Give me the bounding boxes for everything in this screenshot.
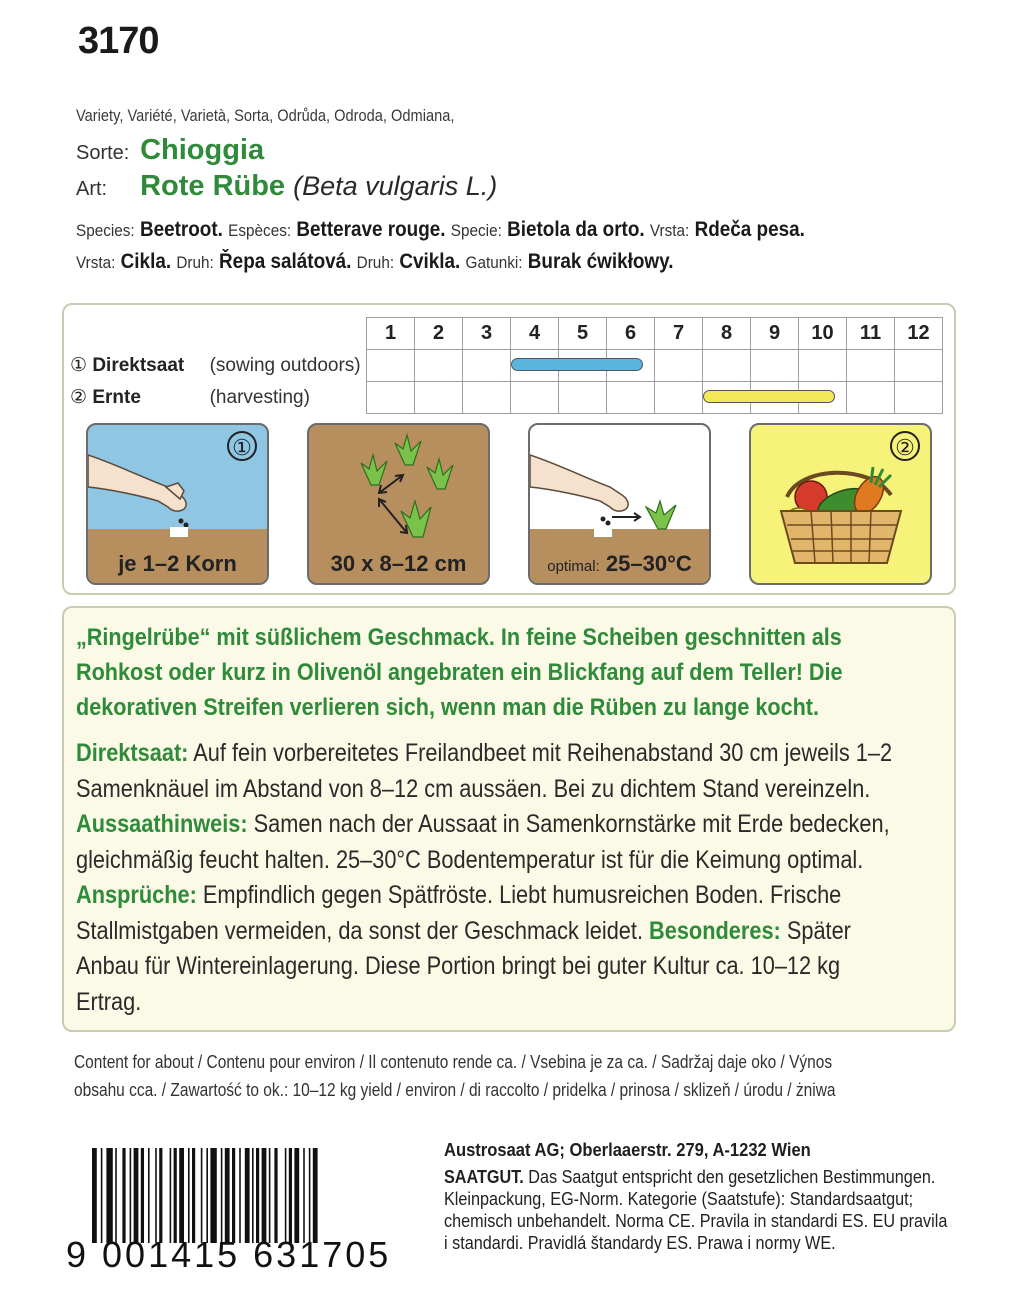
row-number: ①	[70, 355, 88, 376]
month-header: 3	[463, 318, 511, 350]
content-info-line-1: Content for about / Contenu pour environ / Il contenuto rende ca. / Vsebina je za ca. / Sadržaj daje oko / Výnos	[74, 1052, 833, 1072]
company-address: Austrosaat AG; Oberlaaerstr. 279, A-1232 Wien	[444, 1140, 811, 1160]
month-header: 10	[799, 318, 847, 350]
barcode-bar	[262, 1148, 267, 1243]
species-label: Vrsta:	[76, 253, 116, 272]
pictogram-caption	[530, 551, 709, 577]
species-label: Species:	[76, 221, 135, 240]
barcode-bar	[106, 1148, 112, 1243]
barcode-bar	[269, 1148, 271, 1243]
legal-body: Das Saatgut entspricht den gesetzlichen Bestimmungen. Kleinpackung, EG-Norm. Kategorie (Saatstufe): Standardsaatgut; chemisch unbehandelt. Norma CE. Pravila in standardi ES. EU pravila i standardi. Pravidlá štandardy ES. Prawa i normy WE.	[444, 1167, 948, 1253]
barcode-bar	[130, 1148, 132, 1243]
pictogram-harvest	[749, 423, 932, 585]
calendar-row-sowing	[70, 350, 943, 382]
barcode-bar	[155, 1148, 157, 1243]
pictogram-caption: je 1–2 Korn	[118, 551, 237, 576]
variety-name-row	[76, 134, 264, 167]
species-value: Betterave rouge.	[296, 218, 446, 241]
species-value: Řepa salátová.	[219, 250, 352, 273]
description-panel	[62, 606, 956, 1032]
row-label: Ernte	[92, 387, 141, 408]
barcode-bar	[179, 1148, 184, 1243]
section-text: Samen nach der Aussaat in Samenkornstärke mit Erde bedecken, gleichmäßig feucht halten. 25–30°C Bodentemperatur ist für die Keimung optimal.	[76, 810, 890, 874]
barcode-bar	[232, 1148, 235, 1243]
variety-name: Chioggia	[140, 134, 265, 166]
art-label: Art:	[76, 178, 108, 200]
species-value: Rdeča pesa.	[694, 218, 805, 241]
legal-text	[444, 1166, 948, 1254]
barcode-bar	[170, 1148, 172, 1243]
species-name-row	[76, 170, 497, 203]
row-label: Direktsaat	[92, 355, 185, 376]
section-heading: Aussaathinweis:	[76, 810, 248, 838]
barcode-bar	[159, 1148, 162, 1243]
month-header: 4	[511, 318, 559, 350]
barcode-bar	[206, 1148, 208, 1243]
calendar-row-label	[70, 350, 367, 382]
barcode-bar	[174, 1148, 177, 1243]
barcode-bar	[225, 1148, 230, 1243]
species-label: Druh:	[356, 253, 395, 272]
month-header: 12	[895, 318, 943, 350]
row-number: ②	[70, 387, 88, 408]
species-label: Specie:	[450, 221, 502, 240]
month-header: 8	[703, 318, 751, 350]
barcode-bar	[256, 1148, 259, 1243]
barcode-bar	[303, 1148, 305, 1243]
species-value: Bietola da orto.	[507, 218, 645, 241]
section-heading: Direktsaat:	[76, 739, 189, 767]
barcode-bar	[252, 1148, 254, 1243]
barcode-bar	[221, 1148, 223, 1243]
barcode-bar	[201, 1148, 203, 1243]
barcode	[92, 1148, 404, 1243]
latin-name: (Beta vulgaris L.)	[293, 171, 498, 201]
caption-prefix: optimal:	[547, 558, 600, 575]
sorte-label: Sorte:	[76, 142, 130, 164]
barcode-bar	[134, 1148, 139, 1243]
month-header: 9	[751, 318, 799, 350]
calendar-row-label	[70, 382, 367, 414]
pictogram-sowing	[86, 423, 269, 585]
variety-translations: Variety, Variété, Varietà, Sorta, Odrůda, Odroda, Odmiana,	[76, 106, 455, 125]
month-header: 1	[367, 318, 415, 350]
pictogram-spacing	[307, 423, 490, 585]
species-value: Cvikla.	[399, 250, 461, 273]
section-text: Später Anbau für Wintereinlagerung. Diese Portion bringt bei guter Kultur ca. 10–12 kg Ertrag.	[76, 916, 851, 1016]
instructions-text	[76, 736, 911, 1020]
step-badge: ①	[227, 431, 257, 461]
intro-text: „Ringelrübe“ mit süßlichem Geschmack. In feine Scheiben geschnitten als Rohkost oder kurz in Olivenöl angebraten ein Blickfang auf dem Teller! Die dekorativen Streifen verlieren sich, wenn man die Rüben zu lange kocht.	[76, 624, 843, 721]
content-info-line-2: obsahu cca. / Zawartość to ok.: 10–12 kg yield / environ / di raccolto / pridelka / prinosa / sklizeň / úrodu / żniwa	[74, 1080, 836, 1100]
month-header: 5	[559, 318, 607, 350]
caption-value: 25–30°C	[605, 551, 692, 576]
pictogram-germination	[528, 423, 711, 585]
row-translation: (sowing outdoors)	[209, 355, 361, 376]
calendar-period-bar	[703, 390, 835, 403]
species-value: Burak ćwikłowy.	[527, 250, 674, 273]
barcode-bar	[92, 1148, 97, 1243]
barcode-bar	[289, 1148, 292, 1243]
barcode-bar	[192, 1148, 195, 1243]
barcode-number: 9 001415 631705	[66, 1234, 392, 1275]
barcode-bar	[141, 1148, 144, 1243]
species-label: Espèces:	[228, 221, 292, 240]
barcode-bar	[115, 1148, 117, 1243]
barcode-bar	[309, 1148, 311, 1243]
section-text: Auf fein vorbereitetes Freilandbeet mit Reihenabstand 30 cm jeweils 1–2 Samenknäuel im Abstand von 8–12 cm aussäen. Bei zu dichtem Stand vereinzeln.	[76, 739, 893, 803]
step-badge: ②	[890, 431, 920, 461]
section-heading: Ansprüche:	[76, 881, 197, 909]
species-translations-1	[76, 218, 805, 242]
barcode-bar	[245, 1148, 250, 1243]
section-text: Empfindlich gegen Spätfröste. Liebt humusreichen Boden. Frische Stallmistgaben vermeiden, da sonst der Geschmack leidet.	[76, 881, 842, 945]
month-header: 2	[415, 318, 463, 350]
pictogram-caption: 30 x 8–12 cm	[330, 551, 467, 576]
barcode-bar	[101, 1148, 103, 1243]
species-name: Rote Rübe	[140, 170, 286, 202]
product-code: 3170	[78, 20, 159, 62]
species-label: Gatunki:	[465, 253, 523, 272]
species-value: Beetroot.	[139, 218, 223, 241]
month-header: 7	[655, 318, 703, 350]
barcode-bar	[210, 1148, 216, 1243]
month-header: 6	[607, 318, 655, 350]
species-translations-2	[76, 250, 673, 274]
month-header: 11	[847, 318, 895, 350]
barcode-bar	[313, 1148, 318, 1243]
barcode-bar	[122, 1148, 125, 1243]
barcode-bar	[148, 1148, 150, 1243]
barcode-bar	[294, 1148, 299, 1243]
row-translation: (harvesting)	[209, 387, 310, 408]
species-value: Cikla.	[120, 250, 172, 273]
section-heading: Besonderes:	[649, 916, 781, 945]
barcode-bar	[188, 1148, 190, 1243]
barcode-bar	[274, 1148, 277, 1243]
barcode-bar	[239, 1148, 241, 1243]
legal-heading: SAATGUT.	[444, 1167, 524, 1187]
barcode-bar	[285, 1148, 287, 1243]
calendar-period-bar	[511, 358, 643, 371]
species-label: Druh:	[176, 253, 214, 272]
species-label: Vrsta:	[649, 221, 690, 240]
